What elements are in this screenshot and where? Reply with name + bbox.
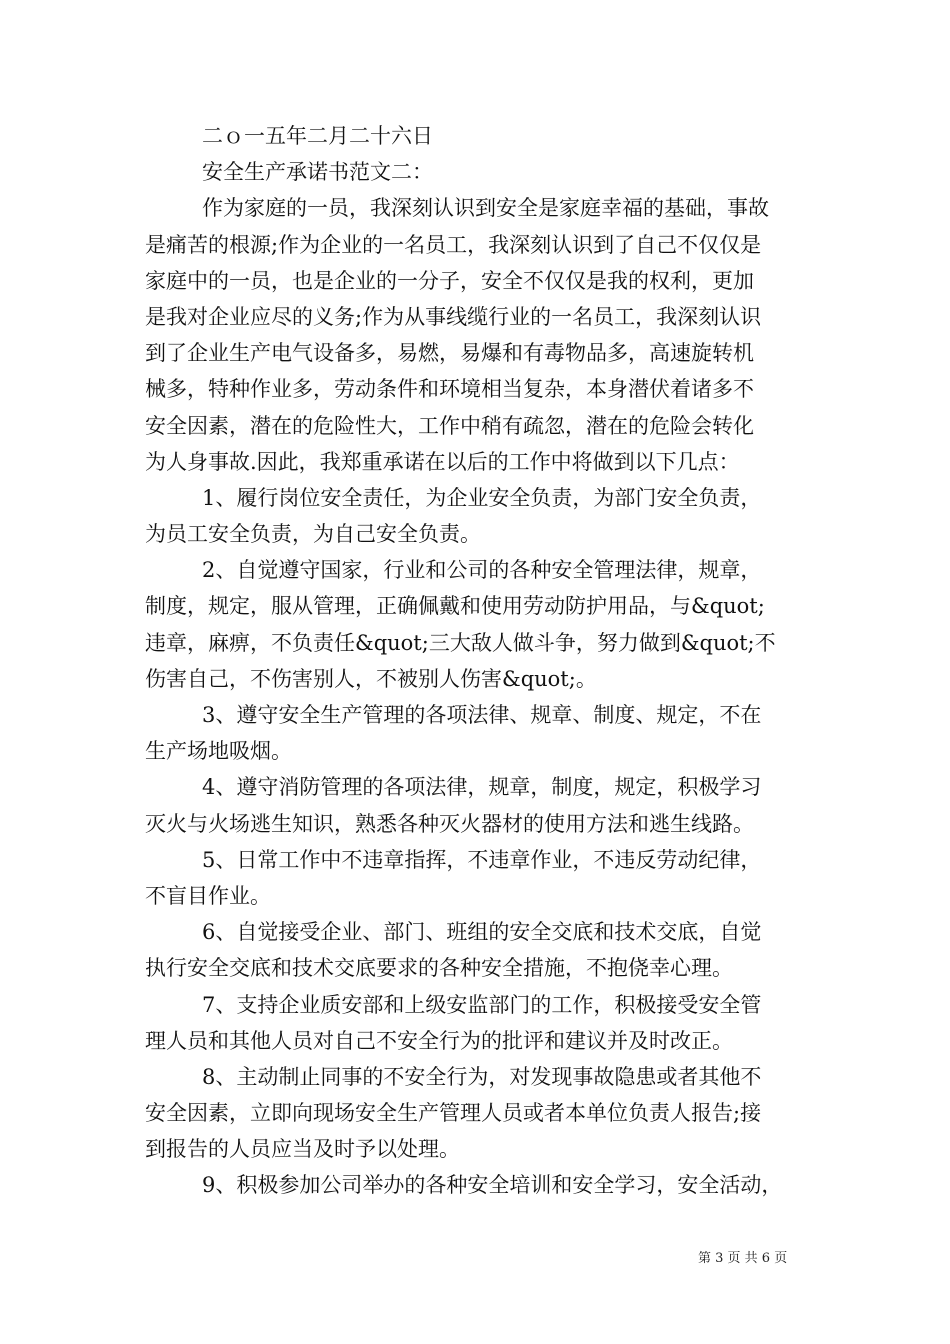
text-line: 5、日常工作中不违章指挥，不违章作业，不违反劳动纪律， <box>202 847 762 872</box>
date-line: 二ｏ一五年二月二十六日 <box>202 124 433 148</box>
text-line: 3、遵守安全生产管理的各项法律、规章、制度、规定，不在 <box>202 703 762 727</box>
text-line: 9、积极参加公司举办的各种安全培训和安全学习，安全活动， <box>202 1173 783 1198</box>
text-line: 安全因素，立即向现场安全生产管理人员或者本单位负责人报告;接 <box>145 1101 762 1126</box>
text-line: 作为家庭的一员，我深刻认识到安全是家庭幸福的基础，事故 <box>202 196 769 221</box>
text-line: 制度，规定，服从管理，正确佩戴和使用劳动防护用品，与&quot; <box>145 594 765 619</box>
text-line: 家庭中的一员，也是企业的一分子，安全不仅仅是我的权利，更加 <box>145 268 754 293</box>
text-line: 8、主动制止同事的不安全行为，对发现事故隐患或者其他不 <box>202 1064 762 1089</box>
text-line: 为员工安全负责，为自己安全负责。 <box>145 522 481 547</box>
text-line: 理人员和其他人员对自己不安全行为的批评和建议并及时改正。 <box>145 1028 733 1053</box>
text-line: 到了企业生产电气设备多，易燃，易爆和有毒物品多，高速旋转机 <box>145 341 754 366</box>
document-body <box>145 118 810 1204</box>
text-line: 到报告的人员应当及时予以处理。 <box>145 1137 460 1162</box>
text-line: 伤害自己，不伤害别人，不被别人伤害&quot;。 <box>145 666 597 691</box>
text-line: 是痛苦的根源;作为企业的一名员工，我深刻认识到了自己不仅仅是 <box>145 232 762 257</box>
text-line: 械多，特种作业多，劳动条件和环境相当复杂，本身潜伏着诸多不 <box>145 377 754 402</box>
text-line: 灭火与火场逃生知识，熟悉各种灭火器材的使用方法和逃生线路。 <box>145 811 754 836</box>
text-line: 4、遵守消防管理的各项法律，规章，制度，规定，积极学习 <box>202 775 762 800</box>
page-number-footer <box>698 1247 787 1266</box>
text-line: 7、支持企业质安部和上级安监部门的工作，积极接受安全管 <box>202 992 762 1017</box>
page-number-label: 第 3 页 共 6 页 <box>698 1251 788 1266</box>
text-line: 违章，麻痹，不负责任&quot;三大敌人做斗争，努力做到&quot;不 <box>145 630 776 655</box>
text-line: 为人身事故.因此，我郑重承诺在以后的工作中将做到以下几点： <box>145 449 740 474</box>
text-line: 不盲目作业。 <box>145 883 271 908</box>
text-line: 执行安全交底和技术交底要求的各种安全措施，不抱侥幸心理。 <box>145 956 733 981</box>
text-line: 安全因素，潜在的危险性大，工作中稍有疏忽，潜在的危险会转化 <box>145 413 754 438</box>
text-line: 是我对企业应尽的义务;作为从事线缆行业的一名员工，我深刻认识 <box>145 304 762 329</box>
section-title: 安全生产承诺书范文二： <box>202 160 433 185</box>
text-line: 6、自觉接受企业、部门、班组的安全交底和技术交底，自觉 <box>202 920 762 945</box>
text-line: 生产场地吸烟。 <box>145 739 292 764</box>
text-line: 1、履行岗位安全责任，为企业安全负责，为部门安全负责， <box>202 485 762 510</box>
paragraph-lines <box>145 190 810 1203</box>
text-line: 2、自觉遵守国家，行业和公司的各种安全管理法律，规章， <box>202 558 762 583</box>
